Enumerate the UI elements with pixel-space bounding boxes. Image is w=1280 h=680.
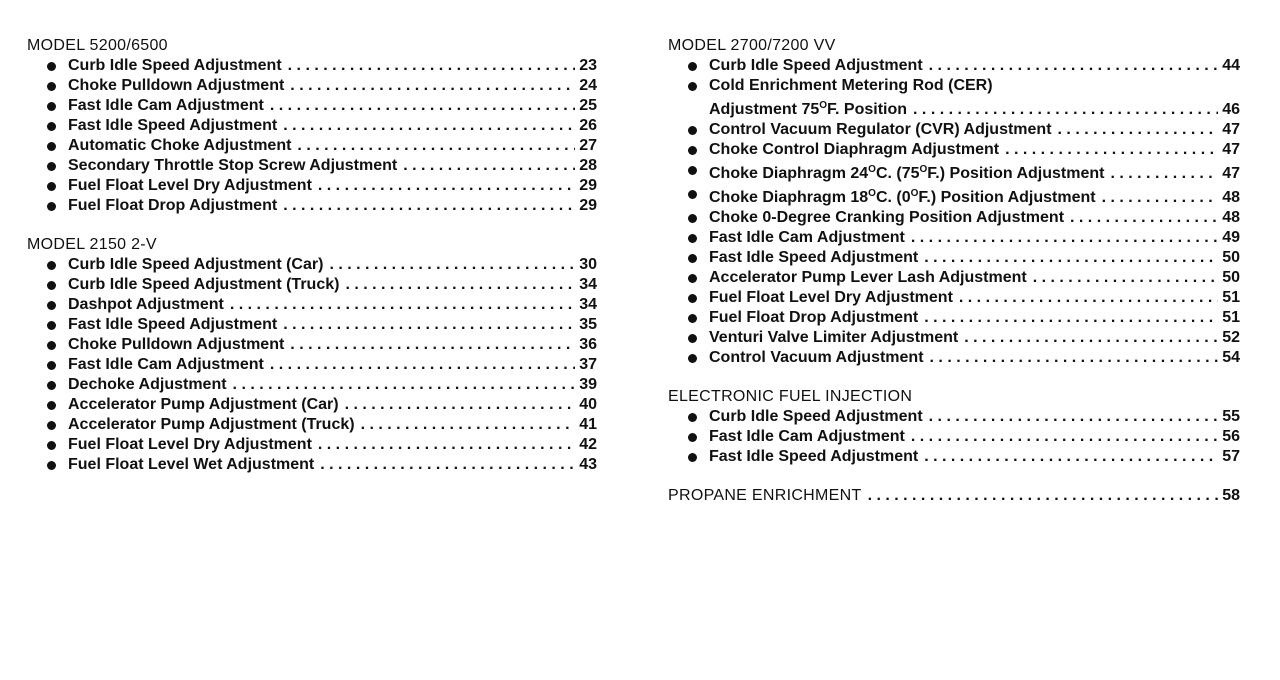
entry-page-number: 50 — [1222, 269, 1240, 286]
entry-title: Fuel Float Drop Adjustment — [709, 309, 919, 326]
entry-page-number: 48 — [1222, 209, 1240, 226]
entry-page-number: 50 — [1222, 249, 1240, 266]
dot-leader — [911, 228, 1218, 248]
bullet-icon — [47, 102, 56, 111]
dot-leader — [913, 100, 1218, 120]
entry-title: Fuel Float Drop Adjustment — [68, 197, 278, 214]
toc-entry[interactable] — [27, 335, 597, 355]
toc-entry[interactable] — [27, 96, 597, 116]
toc-entry[interactable] — [668, 140, 1240, 160]
toc-entry[interactable] — [27, 76, 597, 96]
toc-entry[interactable] — [27, 196, 597, 216]
entry-title: PROPANE ENRICHMENT — [668, 487, 862, 504]
dot-leader — [270, 96, 575, 116]
bullet-icon — [47, 162, 56, 171]
entry-title: Automatic Choke Adjustment — [68, 137, 292, 154]
toc-entry[interactable] — [27, 435, 597, 455]
bullet-icon — [688, 190, 697, 199]
bullet-icon — [47, 62, 56, 71]
entry-title-part: C. (0 — [875, 189, 911, 206]
entry-page-number: 30 — [579, 256, 597, 273]
entry-page-number: 51 — [1222, 309, 1240, 326]
entry-title: Fast Idle Cam Adjustment — [68, 356, 264, 373]
bullet-icon — [688, 214, 697, 223]
entry-list — [27, 255, 597, 475]
dot-leader — [283, 116, 575, 136]
dot-leader — [964, 328, 1218, 348]
bullet-icon — [47, 261, 56, 270]
section-model-2150-2v — [27, 235, 597, 475]
dot-leader — [911, 427, 1218, 447]
entry-title: Fuel Float Level Dry Adjustment — [68, 177, 312, 194]
entry-title-line2 — [709, 96, 1240, 120]
bullet-icon — [688, 62, 697, 71]
toc-entry[interactable] — [668, 228, 1240, 248]
bullet-icon — [47, 461, 56, 470]
degree-superscript: O — [868, 164, 876, 175]
dot-leader — [1110, 164, 1218, 184]
section-electronic-fuel-injection — [668, 387, 1240, 467]
dot-leader — [1033, 268, 1218, 288]
bullet-icon — [688, 82, 697, 91]
entry-title-part: C. (75 — [875, 165, 920, 182]
entry-title: Dechoke Adjustment — [68, 376, 227, 393]
dot-leader — [290, 76, 575, 96]
entry-title: Accelerator Pump Adjustment (Car) — [68, 396, 339, 413]
toc-entry[interactable] — [668, 308, 1240, 328]
entry-title: Curb Idle Speed Adjustment (Truck) — [68, 276, 340, 293]
toc-entry[interactable] — [27, 156, 597, 176]
section-model-5200-6500 — [27, 36, 597, 216]
entry-page-number: 36 — [579, 336, 597, 353]
toc-entry[interactable] — [668, 328, 1240, 348]
entry-page-number: 35 — [579, 316, 597, 333]
dot-leader — [924, 248, 1218, 268]
entry-page-number: 52 — [1222, 329, 1240, 346]
bullet-icon — [47, 321, 56, 330]
entry-page-number: 39 — [579, 376, 597, 393]
entry-title: Fuel Float Level Dry Adjustment — [68, 436, 312, 453]
toc-entry[interactable] — [668, 407, 1240, 427]
entry-title — [709, 160, 1104, 184]
entry-page-number: 47 — [1222, 141, 1240, 158]
degree-superscript: O — [919, 164, 928, 175]
bullet-icon — [688, 274, 697, 283]
entry-title: Accelerator Pump Adjustment (Truck) — [68, 416, 355, 433]
entry-page-number: 40 — [579, 396, 597, 413]
entry-title: Fast Idle Cam Adjustment — [709, 229, 905, 246]
dot-leader — [297, 136, 575, 156]
entry-page-number: 24 — [579, 77, 597, 94]
bullet-icon — [47, 281, 56, 290]
dot-leader — [868, 486, 1219, 506]
entry-title: Fast Idle Cam Adjustment — [68, 97, 264, 114]
entry-page-number: 41 — [579, 416, 597, 433]
entry-title: Venturi Valve Limiter Adjustment — [709, 329, 959, 346]
bullet-icon — [47, 401, 56, 410]
bullet-icon — [688, 433, 697, 442]
bullet-icon — [688, 334, 697, 343]
entry-page-number: 27 — [579, 137, 597, 154]
entry-page-number: 29 — [579, 177, 597, 194]
bullet-icon — [688, 146, 697, 155]
dot-leader — [329, 255, 575, 275]
bullet-icon — [688, 294, 697, 303]
toc-entry[interactable] — [668, 268, 1240, 288]
toc-entry[interactable] — [668, 288, 1240, 308]
dot-leader — [290, 335, 575, 355]
bullet-icon — [688, 413, 697, 422]
entry-title: Control Vacuum Adjustment — [709, 349, 924, 366]
toc-entry-propane[interactable] — [668, 486, 1240, 506]
bullet-icon — [688, 126, 697, 135]
entry-title: Accelerator Pump Lever Lash Adjustment — [709, 269, 1027, 286]
dot-leader — [403, 156, 575, 176]
dot-leader — [924, 308, 1218, 328]
dot-leader — [361, 415, 576, 435]
dot-leader — [233, 375, 576, 395]
entry-page-number: 47 — [1222, 121, 1240, 138]
dot-leader — [959, 288, 1218, 308]
entry-title: Curb Idle Speed Adjustment — [68, 57, 282, 74]
entry-title: Fast Idle Speed Adjustment — [709, 448, 919, 465]
entry-page-number: 58 — [1222, 487, 1240, 504]
section-heading: MODEL 5200/6500 — [27, 37, 168, 54]
toc-entry[interactable] — [27, 395, 597, 415]
section-propane-enrichment — [668, 486, 1240, 506]
entry-title: Curb Idle Speed Adjustment — [709, 408, 923, 425]
entry-title: Fuel Float Level Wet Adjustment — [68, 456, 315, 473]
entry-title-part: F. Position — [827, 101, 908, 118]
dot-leader — [930, 348, 1219, 368]
section-heading: ELECTRONIC FUEL INJECTION — [668, 388, 913, 405]
entry-page-number: 42 — [579, 436, 597, 453]
toc-entry[interactable] — [27, 176, 597, 196]
toc-entry[interactable] — [27, 56, 597, 76]
entry-title: Choke Control Diaphragm Adjustment — [709, 141, 1000, 158]
toc-entry[interactable] — [27, 315, 597, 335]
dot-leader — [1102, 188, 1219, 208]
entry-title-part: F.) Position Adjustment — [927, 165, 1105, 182]
toc-entry[interactable] — [27, 116, 597, 136]
entry-page-number: 28 — [579, 157, 597, 174]
toc-entry[interactable] — [27, 415, 597, 435]
entry-title: Fuel Float Level Dry Adjustment — [709, 289, 953, 306]
entry-title: Choke Pulldown Adjustment — [68, 77, 285, 94]
toc-entry[interactable] — [668, 120, 1240, 140]
dot-leader — [288, 56, 576, 76]
entry-page-number: 51 — [1222, 289, 1240, 306]
entry-page-number: 49 — [1222, 229, 1240, 246]
entry-title — [709, 184, 1096, 208]
toc-entry[interactable] — [668, 447, 1240, 467]
entry-page-number: 57 — [1222, 448, 1240, 465]
toc-entry-cer[interactable] — [668, 76, 1240, 120]
dot-leader — [929, 407, 1219, 427]
toc-entry[interactable] — [668, 56, 1240, 76]
bullet-icon — [47, 202, 56, 211]
toc-entry[interactable] — [668, 184, 1240, 208]
entry-title-part: F.) Position Adjustment — [918, 189, 1096, 206]
entry-title: Choke Pulldown Adjustment — [68, 336, 285, 353]
entry-page-number: 47 — [1222, 165, 1240, 182]
dot-leader — [1070, 208, 1218, 228]
bullet-icon — [47, 341, 56, 350]
degree-superscript: O — [819, 100, 828, 111]
bullet-icon — [47, 421, 56, 430]
bullet-icon — [47, 441, 56, 450]
entry-page-number: 29 — [579, 197, 597, 214]
entry-page-number: 37 — [579, 356, 597, 373]
left-column — [27, 36, 597, 494]
bullet-icon — [47, 182, 56, 191]
bullet-icon — [688, 166, 697, 175]
entry-page-number: 23 — [579, 57, 597, 74]
entry-list — [668, 407, 1240, 467]
toc-entry[interactable] — [27, 295, 597, 315]
dot-leader — [1005, 140, 1218, 160]
entry-page-number: 43 — [579, 456, 597, 473]
dot-leader — [924, 447, 1218, 467]
entry-title: Dashpot Adjustment — [68, 296, 224, 313]
entry-title: Fast Idle Speed Adjustment — [709, 249, 919, 266]
entry-page-number: 48 — [1222, 189, 1240, 206]
entry-page-number: 34 — [579, 296, 597, 313]
toc-entry[interactable] — [668, 427, 1240, 447]
bullet-icon — [47, 122, 56, 131]
bullet-icon — [688, 453, 697, 462]
section-heading: MODEL 2150 2-V — [27, 236, 157, 253]
dot-leader — [318, 176, 575, 196]
degree-superscript: O — [868, 188, 876, 199]
entry-page-number: 25 — [579, 97, 597, 114]
entry-title-part: Choke Diaphragm 24 — [709, 165, 869, 182]
entry-title — [709, 96, 907, 120]
degree-superscript: O — [910, 188, 919, 199]
dot-leader — [320, 455, 575, 475]
dot-leader — [1058, 120, 1219, 140]
toc-entry[interactable] — [668, 348, 1240, 368]
toc-entry[interactable] — [668, 160, 1240, 184]
entry-title: Secondary Throttle Stop Screw Adjustment — [68, 157, 398, 174]
entry-title: Choke 0-Degree Cranking Position Adjustment — [709, 209, 1065, 226]
dot-leader — [345, 395, 576, 415]
entry-title: Fast Idle Speed Adjustment — [68, 117, 278, 134]
dot-leader — [318, 435, 575, 455]
toc-entry[interactable] — [27, 455, 597, 475]
toc-entry[interactable] — [27, 375, 597, 395]
bullet-icon — [47, 301, 56, 310]
bullet-icon — [47, 142, 56, 151]
toc-entry[interactable] — [27, 136, 597, 156]
right-column — [668, 36, 1240, 525]
entry-list — [668, 56, 1240, 368]
entry-title: Control Vacuum Regulator (CVR) Adjustment — [709, 121, 1052, 138]
bullet-icon — [47, 361, 56, 370]
toc-entry[interactable] — [668, 248, 1240, 268]
bullet-icon — [688, 234, 697, 243]
toc-entry[interactable] — [27, 275, 597, 295]
section-heading: MODEL 2700/7200 VV — [668, 37, 836, 54]
entry-title-part: Choke Diaphragm 18 — [709, 189, 869, 206]
entry-title: Fast Idle Cam Adjustment — [709, 428, 905, 445]
bullet-icon — [47, 381, 56, 390]
toc-entry[interactable] — [27, 355, 597, 375]
dot-leader — [345, 275, 575, 295]
dot-leader — [230, 295, 575, 315]
entry-title-part: Adjustment 75 — [709, 101, 820, 118]
entry-list — [27, 56, 597, 216]
toc-entry[interactable] — [668, 208, 1240, 228]
entry-title: Curb Idle Speed Adjustment (Car) — [68, 256, 324, 273]
dot-leader — [283, 315, 575, 335]
entry-title-line1: Cold Enrichment Metering Rod (CER) — [709, 77, 993, 94]
dot-leader — [283, 196, 575, 216]
bullet-icon — [688, 314, 697, 323]
toc-entry[interactable] — [27, 255, 597, 275]
entry-page-number: 46 — [1222, 101, 1240, 118]
entry-page-number: 56 — [1222, 428, 1240, 445]
entry-page-number: 54 — [1222, 349, 1240, 366]
bullet-icon — [47, 82, 56, 91]
dot-leader — [270, 355, 575, 375]
dot-leader — [929, 56, 1219, 76]
entry-page-number: 44 — [1222, 57, 1240, 74]
bullet-icon — [688, 254, 697, 263]
entry-page-number: 55 — [1222, 408, 1240, 425]
entry-title: Curb Idle Speed Adjustment — [709, 57, 923, 74]
entry-page-number: 26 — [579, 117, 597, 134]
entry-page-number: 34 — [579, 276, 597, 293]
section-model-2700-7200-vv — [668, 36, 1240, 368]
bullet-icon — [688, 354, 697, 363]
entry-title: Fast Idle Speed Adjustment — [68, 316, 278, 333]
